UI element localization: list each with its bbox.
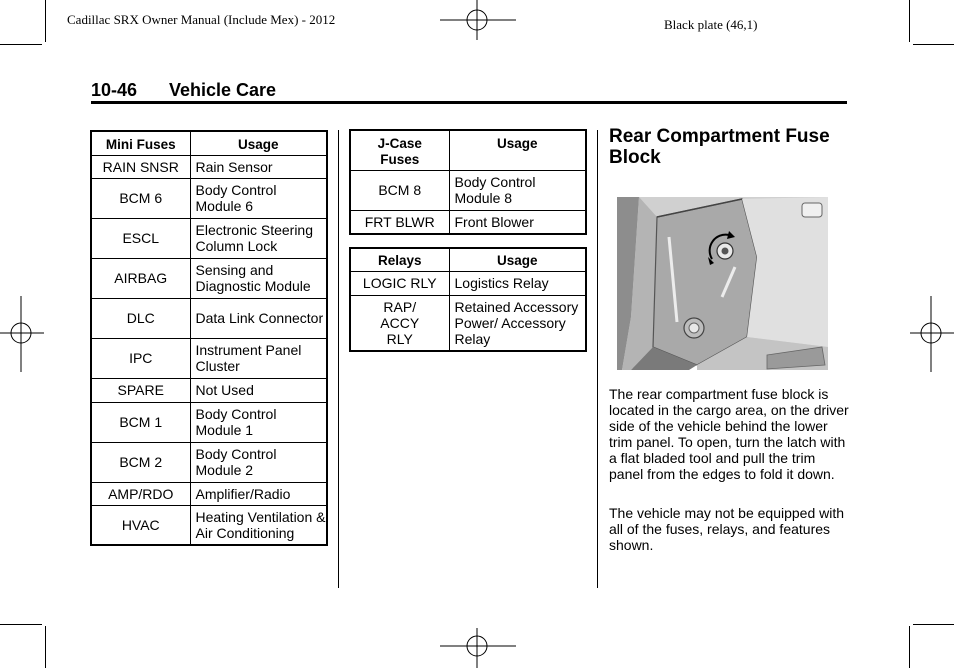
table-row bbox=[350, 170, 586, 210]
table-row bbox=[350, 271, 586, 295]
fuse-name: BCM 1 bbox=[91, 402, 190, 442]
table-row bbox=[350, 295, 586, 351]
table-header: Relays bbox=[350, 248, 449, 271]
header-plate-label: Black plate (46,1) bbox=[664, 17, 758, 32]
fuse-name: BCM 2 bbox=[91, 442, 190, 482]
table-row bbox=[91, 298, 327, 338]
page-title: Vehicle Care bbox=[169, 80, 277, 100]
table-row bbox=[91, 505, 327, 545]
registration-mark-bottom bbox=[440, 626, 516, 668]
relays-table bbox=[349, 247, 587, 352]
crop-mark bbox=[909, 626, 910, 668]
table-row bbox=[91, 258, 327, 298]
registration-mark-top bbox=[440, 0, 516, 44]
crop-mark bbox=[45, 626, 46, 668]
fuse-usage: Body Control Module 2 bbox=[190, 442, 327, 482]
fuse-usage: Body Control Module 6 bbox=[190, 178, 327, 218]
fuse-usage: Front Blower bbox=[449, 210, 586, 234]
relay-name: RAP/ ACCY RLY bbox=[350, 295, 449, 351]
fuse-usage: Heating Ventilation & Air Conditioning bbox=[190, 505, 327, 545]
table-header: Mini Fuses bbox=[91, 131, 190, 155]
fuse-usage: Electronic Steering Column Lock bbox=[190, 218, 327, 258]
crop-mark bbox=[909, 0, 910, 42]
fuse-name: ESCL bbox=[91, 218, 190, 258]
fuse-usage: Data Link Connector bbox=[190, 298, 327, 338]
body-paragraph: The vehicle may not be equipped with all of the fuses, relays, and features shown. bbox=[609, 505, 845, 553]
table-row bbox=[91, 442, 327, 482]
fuse-usage: Not Used bbox=[190, 378, 327, 402]
crop-mark bbox=[913, 44, 954, 45]
column-divider bbox=[597, 130, 598, 588]
header-manual-title: Cadillac SRX Owner Manual (Include Mex) - 2012 bbox=[67, 12, 336, 27]
table-header: J-Case Fuses bbox=[350, 130, 449, 170]
table-row bbox=[91, 178, 327, 218]
section-title: Rear Compartment Fuse Block bbox=[609, 126, 830, 168]
fuse-usage: Body Control Module 1 bbox=[190, 402, 327, 442]
table-header: Usage bbox=[449, 130, 586, 170]
crop-mark bbox=[913, 624, 954, 625]
table-header: Usage bbox=[190, 131, 327, 155]
fuse-name: IPC bbox=[91, 338, 190, 378]
table-row bbox=[91, 338, 327, 378]
registration-mark-left bbox=[0, 296, 44, 372]
fuse-name: BCM 8 bbox=[350, 170, 449, 210]
relay-usage: Retained Accessory Power/ Accessory Relay bbox=[449, 295, 586, 351]
crop-mark bbox=[45, 0, 46, 42]
fuse-usage: Amplifier/Radio bbox=[190, 482, 327, 505]
fuse-name: HVAC bbox=[91, 505, 190, 545]
table-row bbox=[350, 210, 586, 234]
fuse-name: AMP/RDO bbox=[91, 482, 190, 505]
fuse-usage: Rain Sensor bbox=[190, 155, 327, 178]
jcase-fuses-table bbox=[349, 129, 587, 235]
registration-mark-right bbox=[910, 296, 954, 372]
page-number: 10-46 bbox=[91, 80, 138, 100]
fuse-usage: Instrument Panel Cluster bbox=[190, 338, 327, 378]
table-row bbox=[91, 482, 327, 505]
crop-mark bbox=[0, 624, 42, 625]
fuse-name: FRT BLWR bbox=[350, 210, 449, 234]
fuse-name: RAIN SNSR bbox=[91, 155, 190, 178]
mini-fuses-table bbox=[90, 130, 328, 546]
header-rule bbox=[91, 101, 847, 104]
fuse-usage: Sensing and Diagnostic Module bbox=[190, 258, 327, 298]
body-paragraph: The rear compartment fuse block is located in the cargo area, on the driver side of the vehicle behind the lower trim panel. To open, turn the latch with a flat bladed tool and pull the trim panel from the edges to fold it down. bbox=[609, 386, 849, 482]
table-header: Usage bbox=[449, 248, 586, 271]
fuse-name: SPARE bbox=[91, 378, 190, 402]
table-row bbox=[91, 402, 327, 442]
column-divider bbox=[338, 130, 339, 588]
fuse-name: AIRBAG bbox=[91, 258, 190, 298]
relay-name: LOGIC RLY bbox=[350, 271, 449, 295]
crop-mark bbox=[0, 44, 42, 45]
table-row bbox=[91, 218, 327, 258]
fuse-usage: Body Control Module 8 bbox=[449, 170, 586, 210]
table-row bbox=[91, 155, 327, 178]
table-row bbox=[91, 378, 327, 402]
fuse-block-illustration bbox=[617, 197, 828, 370]
relay-usage: Logistics Relay bbox=[449, 271, 586, 295]
fuse-name: DLC bbox=[91, 298, 190, 338]
fuse-name: BCM 6 bbox=[91, 178, 190, 218]
